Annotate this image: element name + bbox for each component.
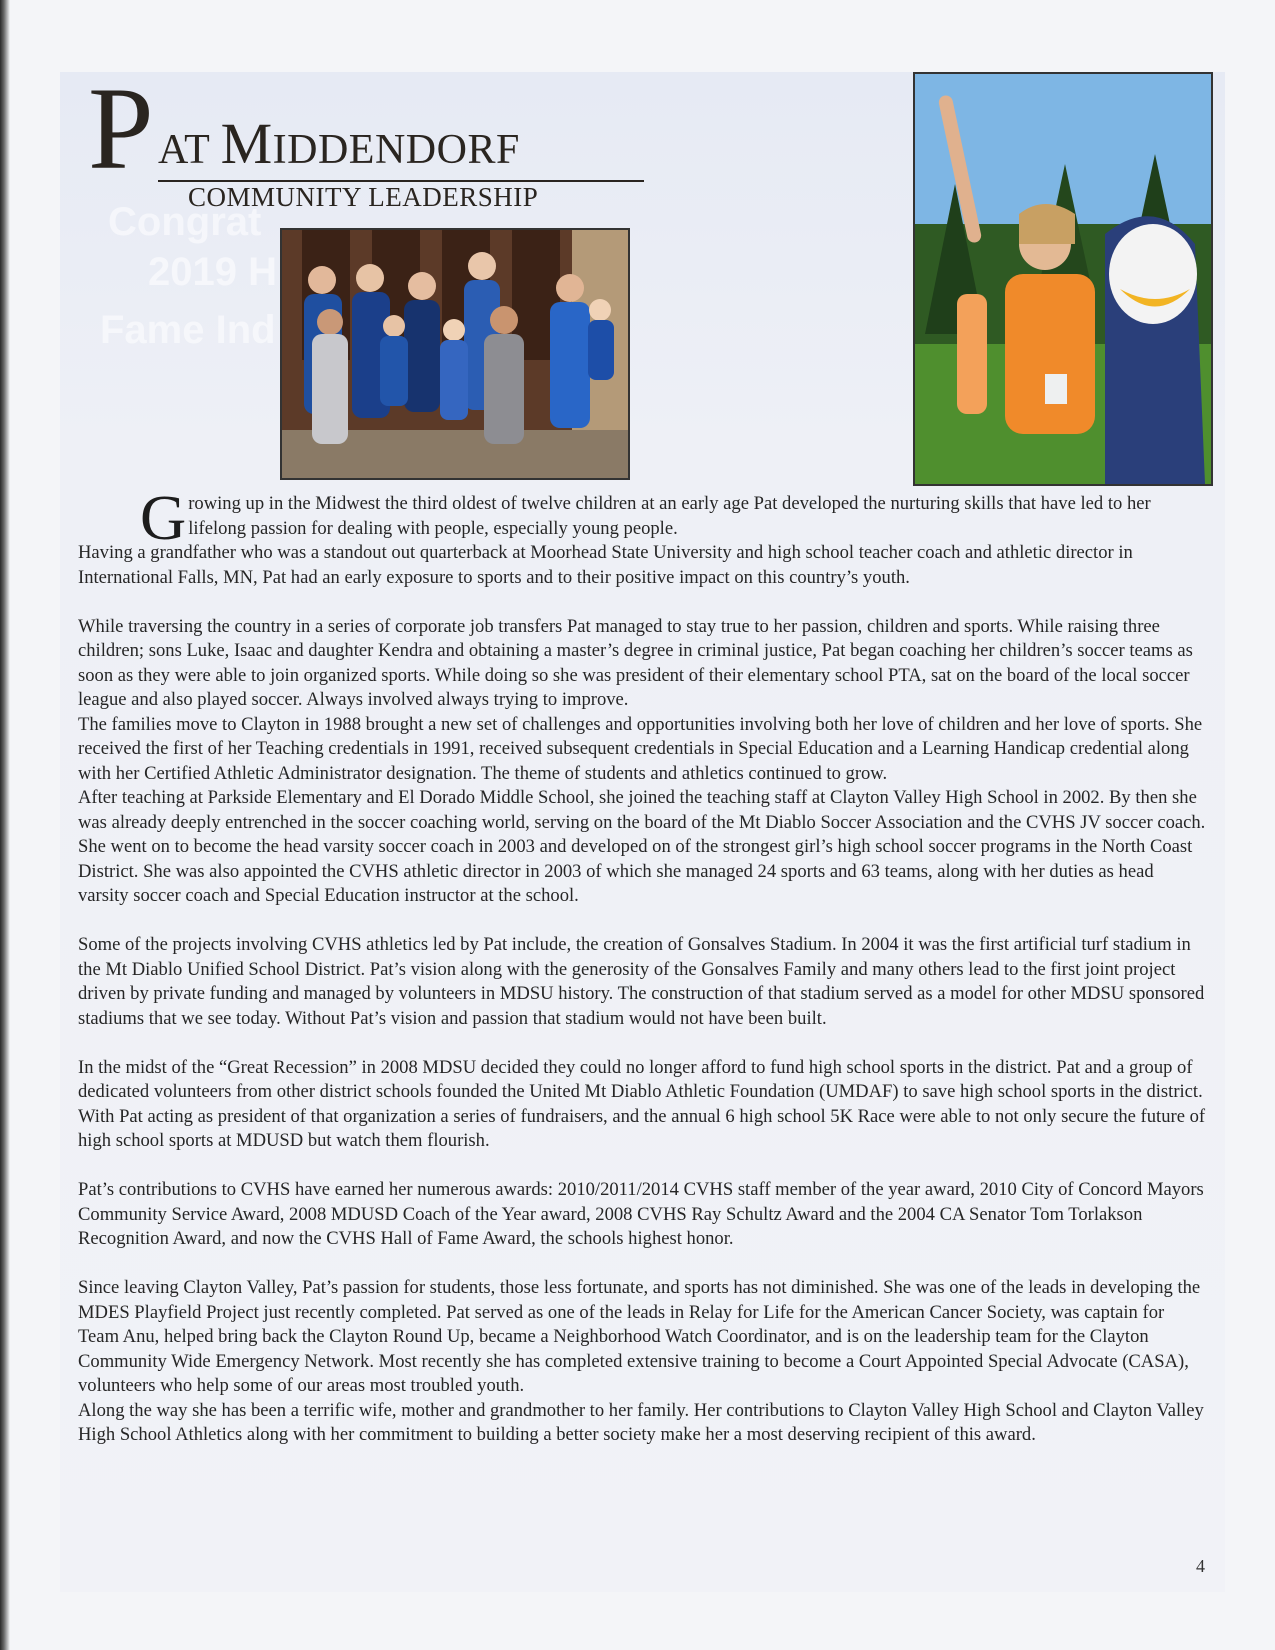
subtitle: COMMUNITY LEADERSHIP bbox=[188, 182, 539, 212]
title-initial: P bbox=[88, 63, 154, 194]
title-name bbox=[158, 111, 520, 180]
mascot-photo-image bbox=[915, 74, 1211, 484]
page-number: 4 bbox=[1196, 1556, 1205, 1576]
ghost-background-line-3: Fame Ind bbox=[100, 308, 276, 352]
scan-edge-shadow bbox=[0, 0, 10, 1650]
ghost-background-line-1: Congrat bbox=[108, 200, 262, 244]
title-name-part-1: AT bbox=[158, 127, 221, 173]
paragraph-1-lead: rowing up in the Midwest the third oldest of twelve children at an early age Pat developed the nurturing skills that have led to her lifelong passion for dealing with people, especially young people. bbox=[188, 493, 1151, 539]
paragraph-4: In the midst of the “Great Recession” in 2008 MDSU decided they could no longer afford to fund high school sports in the district. Pat and a group of dedicated volunteers from other district schools founded the United Mt Diablo Athletic Foundation (UMDAF) to save high school sports in the district. With Pat acting as president of that organization a series of fundraisers, and the annual 6 high school 5K Race were able to not only secure the future of high school sports at MDUSD but watch them flourish. bbox=[78, 1056, 1206, 1151]
paragraph-6a: Since leaving Clayton Valley, Pat’s passion for students, those less fortunate, and sports has not diminished. She was one of the leads in developing the MDES Playfield Project just recently completed. Pat served as one of the leads in Relay for Life for the American Cancer Society, was captain for Team Anu, helped bring back the Clayton Round Up, became a Neighborhood Watch Coordinator, and is on the leadership team for the Clayton Community Wide Emergency Network. Most recently she has completed extensive training to become a Court Appointed Special Advocate (CASA), volunteers who help some of our areas most troubled youth. bbox=[78, 1277, 1201, 1396]
drop-cap: G bbox=[140, 482, 187, 553]
paragraph-2a: While traversing the country in a series of corporate job transfers Pat managed to stay true to her passion, children and sports. While raising three children; sons Luke, Isaac and daughter Kendra and obtaining a master’s degree in criminal justice, Pat began coaching her children’s soccer teams as soon as they were able to join organized sports. While doing so she was president of their elementary school PTA, sat on the board of the local soccer league and also played soccer. Always involved always trying to improve. bbox=[78, 615, 1193, 710]
title-name-part-2: M bbox=[220, 111, 273, 176]
page-title bbox=[88, 63, 648, 212]
paragraph-1b: Having a grandfather who was a standout out quarterback at Moorhead State University and high school teacher coach and athletic director in International Falls, MN, Pat had an early exposure to sports and to their positive impact on this country’s youth. bbox=[78, 542, 1133, 588]
family-photo-image bbox=[282, 230, 628, 478]
paragraph-3: Some of the projects involving CVHS athletics led by Pat include, the creation of Gonsalves Stadium. In 2004 it was the first artificial turf stadium in the Mt Diablo Unified School District. Pat’s vision along with the generosity of the Gonsalves Family and many others lead to the first joint project driven by private funding and managed by volunteers in MDSU history. The construction of that stadium served as a model for other MDSU sponsored stadiums that we see today. Without Pat’s vision and passion that stadium would not have been built. bbox=[78, 934, 1205, 1029]
paragraph-2c: After teaching at Parkside Elementary and El Dorado Middle School, she joined the teaching staff at Clayton Valley High School in 2002. By then she was already deeply entrenched in the soccer coaching world, serving on the board of the Mt Diablo Soccer Association and the CVHS JV soccer coach. She went on to become the head varsity soccer coach in 2003 and developed on of the strongest girl’s high school soccer programs in the North Coast District. She was also appointed the CVHS athletic director in 2003 of which she managed 24 sports and 63 teams, along with her duties as head varsity soccer coach and Special Education instructor at the school. bbox=[78, 787, 1206, 906]
paragraph-2b: The families move to Clayton in 1988 brought a new set of challenges and opportunities involving both her love of children and her love of sports. She received the first of her Teaching credentials in 1991, received subsequent credentials in Special Education and a Learning Handicap credential along with her Certified Athletic Administrator designation. The theme of students and athletics continued to grow. bbox=[78, 713, 1203, 784]
article-body bbox=[78, 482, 1208, 1448]
title-name-part-3: IDDENDORF bbox=[272, 127, 520, 173]
paragraph-1 bbox=[78, 482, 1208, 553]
pat-with-eagle-mascot-photo bbox=[913, 72, 1213, 486]
ghost-background-line-2: 2019 H bbox=[148, 250, 277, 294]
paragraph-5: Pat’s contributions to CVHS have earned her numerous awards: 2010/2011/2014 CVHS staff member of the year award, 2010 City of Concord Mayors Community Service Award, 2008 MDUSD Coach of the Year award, 2008 CVHS Ray Schultz Award and the 2004 CA Senator Tom Torlakson Recognition Award, and now the CVHS Hall of Fame Award, the schools highest honor. bbox=[78, 1179, 1204, 1249]
paragraph-6b: Along the way she has been a terrific wife, mother and grandmother to her family. Her contributions to Clayton Valley High School and Clayton Valley High School Athletics along with her commitment to building a better society make her a most deserving recipient of this award. bbox=[78, 1399, 1204, 1445]
family-group-photo bbox=[280, 228, 630, 480]
